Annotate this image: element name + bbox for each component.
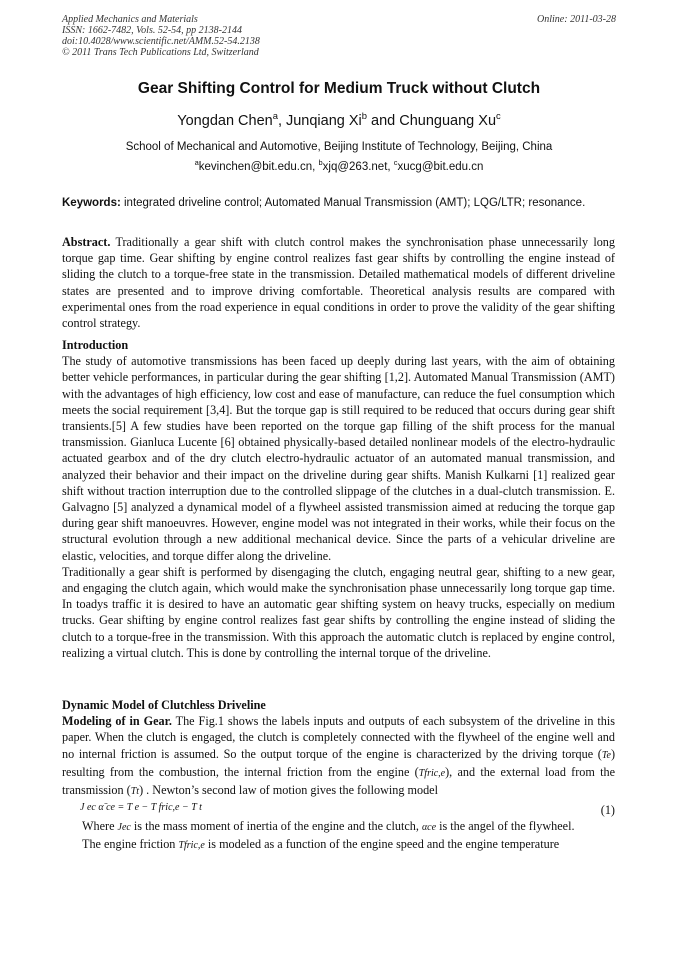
dynamic-model-section	[62, 697, 615, 855]
text-run: is the angel of the flywheel.	[436, 819, 575, 834]
text-run: The engine friction	[82, 837, 179, 852]
journal-header	[62, 14, 616, 58]
symbol-tfric-2: Tfric,e	[178, 840, 205, 852]
equation-number: (1)	[600, 803, 615, 818]
dynamic-paragraph-2	[62, 818, 615, 836]
email-b-mark: b	[318, 158, 323, 168]
affiliation: School of Mechanical and Automotive, Beijing Institute of Technology, Beijing, China	[125, 141, 553, 153]
author-1: Yongdan Chen	[177, 113, 273, 129]
abstract	[62, 234, 615, 331]
symbol-tt: Tt	[130, 786, 140, 798]
email-c: xucg@bit.edu.cn	[397, 161, 484, 173]
email-a: kevinchen@bit.edu.cn,	[198, 161, 319, 173]
text-run: is the mass moment of inertia of the engine and the clutch,	[130, 819, 422, 834]
doi-line: doi:10.4028/www.scientific.net/AMM.52-54.2138	[62, 36, 260, 47]
introduction-section	[62, 337, 615, 661]
text-run: ), and the external load from the transmission (	[62, 764, 616, 798]
author-2: , Junqiang Xi	[277, 113, 362, 129]
author-3: and Chunguang Xu	[367, 113, 497, 129]
abstract-text: Traditionally a gear shift with clutch control makes the synchronisation phase unnecessarily long torque gap time. Gear shifting by engine control realizes fast gear shifts by controlling the engine instead of sliding the clutch to a torque-free state in the transmission. Detailed mathematical models of different driveline states are presented and to improve driving comfortable. Theoretical analysis results are compared with experimental ones from the road experience in equal conditions in order to prove the validity of the gear shifting control strategy.	[62, 235, 615, 331]
text-run: The Fig.1 shows the labels inputs and outputs of each subsystem of the driveline in this paper. When the clutch is engaged, the clutch is completely connected with the flywheel of the engine well and no internal friction is assumed. So the output torque of the engine is characterized by the driving torque (	[62, 714, 615, 761]
dynamic-heading: Dynamic Model of Clutchless Driveline	[62, 698, 266, 712]
introduction-paragraph-2: Traditionally a gear shift is performed by disengaging the clutch, engaging neutral gear, shifting to a new gear, and engaging the clutch again, which would make the synchronisation phase unnecessarily long torque gap time. In toadys traffic it is desired to have an automatic gear shifting system on heavy trucks, especially on medium trucks. Gear shifting by engine control realizes fast gear shifts by controlling the engine instead of sliding the clutch to a torque-free in the transmission. With this approach the automatic clutch is replaced by engine control, realizing a virtual clutch. This is done by controlling the internal torque of the driveline.	[62, 564, 615, 660]
email-line	[0, 158, 678, 173]
keywords-text: integrated driveline control; Automated Manual Transmission (AMT); LQG/LTR; resonance.	[120, 197, 586, 209]
introduction-heading: Introduction	[62, 338, 129, 352]
abstract-label: Abstract.	[62, 235, 111, 249]
symbol-jec: Jec	[117, 822, 131, 834]
copyright-line: © 2011 Trans Tech Publications Ltd, Switzerland	[62, 47, 259, 58]
equation-1	[62, 800, 615, 818]
text-run: Where	[82, 819, 118, 834]
email-a-mark: a	[194, 158, 199, 168]
author-3-mark: c	[496, 110, 501, 122]
keywords	[62, 196, 615, 210]
symbol-ace: αce	[421, 822, 437, 834]
text-run: is modeled as a function of the engine speed and the engine temperature	[204, 837, 560, 852]
subsection-label: Modeling of in Gear.	[62, 714, 172, 729]
author-1-mark: a	[272, 110, 278, 122]
text-run: ) . Newton’s second law of motion gives the following model	[139, 783, 438, 798]
paper-title: Gear Shifting Control for Medium Truck without Clutch	[137, 80, 541, 97]
author-2-mark: b	[361, 110, 368, 122]
dynamic-paragraph-3	[62, 836, 615, 854]
author-line	[0, 110, 678, 129]
journal-name: Applied Mechanics and Materials	[62, 14, 198, 25]
symbol-te: Te	[601, 749, 611, 761]
online-date: Online: 2011-03-28	[537, 14, 616, 25]
email-b: xjq@263.net,	[322, 161, 394, 173]
symbol-tfric: Tfric,e	[418, 767, 446, 779]
issn-line: ISSN: 1662-7482, Vols. 52-54, pp 2138-2144	[62, 25, 242, 36]
text-run: ) resulting from the combustion, the internal friction from the engine (	[62, 746, 615, 779]
email-c-mark: c	[393, 158, 398, 168]
keywords-label: Keywords:	[62, 197, 121, 209]
equation-expression: J ec α̈ ce = T e − T fric,e − T t	[80, 802, 202, 814]
dynamic-paragraph-1	[62, 713, 615, 800]
introduction-paragraph-1: The study of automotive transmissions has been faced up deeply during last years, with the aim of obtaining better vehicle performances, in particular during the gear shifting [1,2]. Automated Manual Transmission (AMT) with the advantages of high efficiency, low cost and ease of manufacture, can reduce the fuel consumption which meets the social requirement [3,4]. But the torque gap is still required to be reduced that occurs during gear shift transients.[5] A few studies have been reported on the torque gap filling of the shift process for the manual transmission. Gianluca Lucente [6] obtained physically-based detailed nonlinear models of the electro-hydraulic actuated gearbox and of the dry clutch electro-hydraulic actuator of an automated manual transmission, and analyzed their behavior and their impact on the driveline during gear shifts. Manish Kulkarni [1] realized gear shift without traction interruption due to the controlled slippage of the clutches in a dual-clutch transmission. E. Galvagno [5] analyzed a dynamical model of a flywheel assisted transmission aimed at reducing the torque gap during gear shift manoeuvres. However, engine model was not integrated in their works, while their focus on the structural evolution through a new additional mechanical device. Since the parts of a vehicular driveline are elastic, velocities, and torque differ along the driveline.	[62, 354, 615, 563]
